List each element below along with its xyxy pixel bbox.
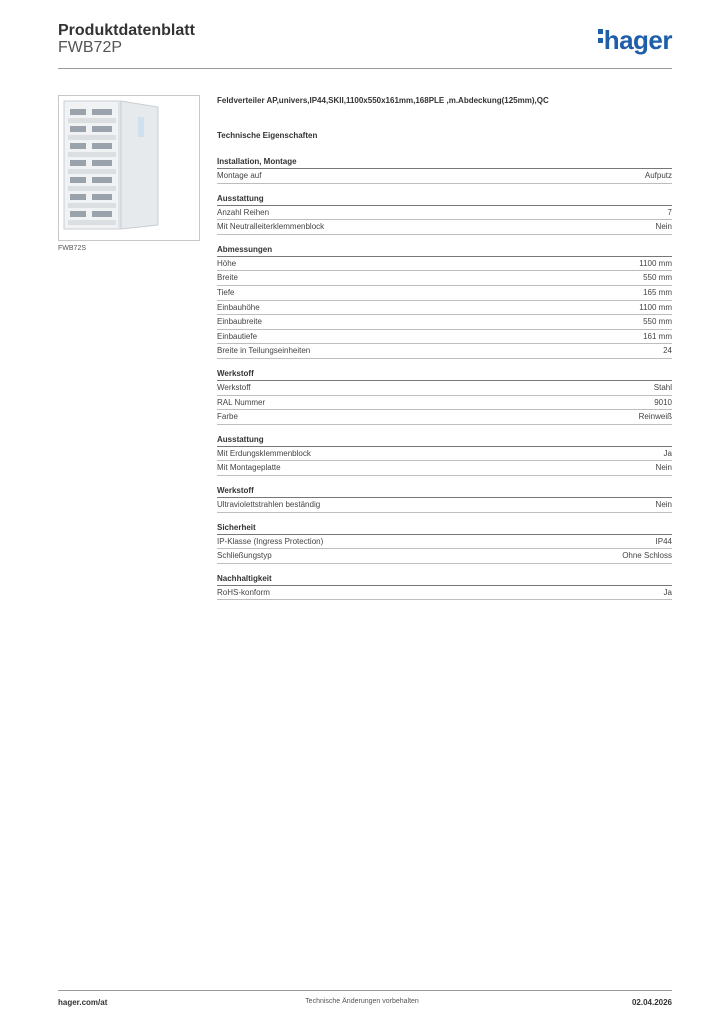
property-section [217, 486, 672, 513]
footer-website-link[interactable]: hager.com/at [58, 998, 108, 1007]
property-value: IP44 [655, 536, 672, 546]
logo-text: hager [603, 25, 672, 55]
property-section [217, 369, 672, 425]
property-row [217, 410, 672, 425]
property-label: Mit Neutralleiterklemmenblock [217, 222, 325, 232]
property-label: RAL Nummer [217, 397, 266, 407]
property-row [217, 586, 672, 601]
property-section [217, 194, 672, 235]
footer-divider [58, 990, 672, 991]
property-label: Werkstoff [217, 382, 251, 392]
property-value: Nein [655, 499, 672, 509]
section-title: Ausstattung [217, 194, 672, 206]
section-title: Nachhaltigkeit [217, 574, 672, 586]
property-row [217, 206, 672, 221]
property-value: 161 mm [643, 331, 672, 341]
document-title: Produktdatenblatt [58, 22, 195, 39]
property-label: Breite [217, 273, 238, 283]
property-value: Aufputz [644, 171, 672, 180]
property-row [217, 315, 672, 330]
product-image-caption: FWB72S [58, 245, 87, 252]
property-value: 24 [663, 346, 672, 356]
property-row [217, 498, 672, 513]
property-sections [217, 157, 672, 600]
property-label: Einbauhöhe [217, 302, 260, 312]
section-title: Werkstoff [217, 486, 672, 498]
section-title: Installation, Montage [217, 157, 672, 169]
property-row [217, 535, 672, 550]
property-row [217, 257, 672, 272]
section-title: Sicherheit [217, 523, 672, 535]
section-title: Abmessungen [217, 245, 672, 257]
logo-colon-icon [598, 26, 604, 47]
footer-date: 02.04.2026 [631, 998, 672, 1007]
property-label: Höhe [217, 258, 237, 268]
property-value: Nein [655, 463, 672, 473]
property-label: Ultraviolettstrahlen beständig [217, 499, 321, 509]
property-label: Tiefe [217, 287, 235, 297]
property-label: Einbautiefe [217, 331, 258, 341]
property-row [217, 271, 672, 286]
property-section [217, 245, 672, 359]
property-row [217, 381, 672, 396]
property-value: 7 [667, 207, 672, 217]
property-label: Breite in Teilungseinheiten [217, 346, 311, 356]
property-label: RoHS-konform [217, 587, 270, 597]
footer-notice: Technische Änderungen vorbehalten [305, 998, 419, 1005]
product-details [217, 96, 672, 610]
property-value: Nein [655, 222, 672, 232]
property-row [217, 169, 672, 184]
property-row [217, 301, 672, 316]
property-section [217, 157, 672, 184]
property-value: Ohne Schloss [622, 551, 672, 561]
property-value: 550 mm [643, 273, 672, 283]
property-value: Reinweiß [638, 412, 672, 422]
property-section [217, 574, 672, 601]
property-value: 550 mm [643, 317, 672, 327]
cabinet-product-image [62, 99, 196, 237]
property-value: Ja [663, 587, 672, 597]
property-label: Mit Montageplatte [217, 463, 281, 473]
property-value: Stahl [653, 382, 672, 392]
property-row [217, 396, 672, 411]
property-section [217, 435, 672, 476]
property-value: Ja [663, 448, 672, 458]
property-label: Montage auf [217, 171, 262, 180]
header-divider [58, 68, 672, 69]
property-row [217, 461, 672, 476]
property-row [217, 344, 672, 359]
property-value: 165 mm [643, 287, 672, 297]
property-label: Farbe [217, 412, 238, 422]
property-value: 9010 [654, 397, 672, 407]
property-value: 1100 mm [639, 258, 672, 268]
property-label: IP-Klasse (Ingress Protection) [217, 536, 324, 546]
technical-properties-heading: Technische Eigenschaften [217, 131, 318, 140]
property-row [217, 549, 672, 564]
product-code: FWB72P [58, 39, 123, 56]
property-label: Anzahl Reihen [217, 207, 270, 217]
property-label: Schließungstyp [217, 551, 272, 561]
property-row [217, 447, 672, 462]
property-row [217, 220, 672, 235]
property-row [217, 286, 672, 301]
page-header [58, 20, 672, 68]
section-title: Werkstoff [217, 369, 672, 381]
section-title: Ausstattung [217, 435, 672, 447]
property-row [217, 330, 672, 345]
property-section [217, 523, 672, 564]
property-label: Mit Erdungsklemmenblock [217, 448, 311, 458]
property-value: 1100 mm [639, 302, 672, 312]
hager-logo [598, 25, 672, 56]
product-description: Feldverteiler AP,univers,IP44,SKII,1100x550x161mm,168PLE ,m.Abdeckung(125mm),QC [217, 96, 549, 105]
property-label: Einbaubreite [217, 317, 262, 327]
